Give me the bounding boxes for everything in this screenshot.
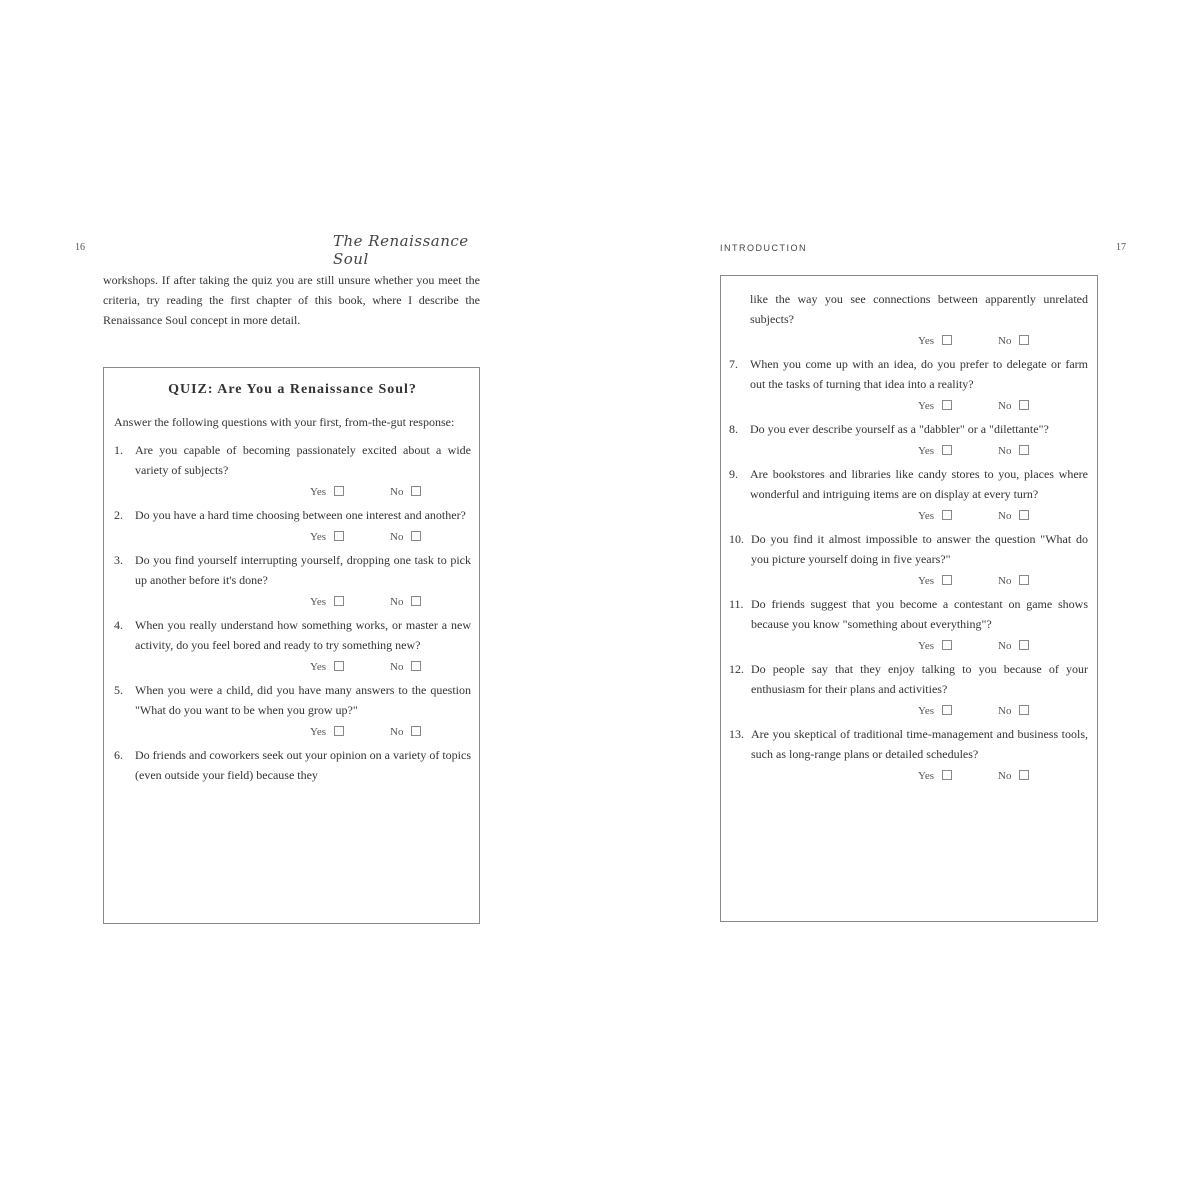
yes-checkbox[interactable] xyxy=(942,445,952,455)
quiz-question xyxy=(114,680,471,720)
quiz-box-continued xyxy=(720,275,1098,922)
answer-row xyxy=(729,394,1088,419)
right-page xyxy=(600,0,1200,1200)
no-label: No xyxy=(998,400,1012,412)
quiz-title: QUIZ: Are You a Renaissance Soul? xyxy=(168,382,417,397)
answer-row xyxy=(114,525,471,550)
no-checkbox[interactable] xyxy=(1019,510,1029,520)
question-number: 5. xyxy=(114,683,123,697)
no-option xyxy=(390,480,421,505)
quiz-question xyxy=(729,529,1088,569)
yes-checkbox[interactable] xyxy=(942,335,952,345)
no-option xyxy=(998,439,1029,464)
answer-row xyxy=(729,699,1088,724)
no-checkbox[interactable] xyxy=(1019,335,1029,345)
yes-label: Yes xyxy=(918,400,935,412)
answer-row xyxy=(114,720,471,745)
no-label: No xyxy=(998,575,1012,587)
quiz-instructions: Answer the following questions with your first, from-the-gut response: xyxy=(114,415,455,429)
question-number: 3. xyxy=(114,553,123,567)
yes-option xyxy=(310,655,344,680)
running-head-book-title: The Renaissance Soul xyxy=(333,232,469,268)
no-label: No xyxy=(998,640,1012,652)
question-number: 11. xyxy=(729,597,744,611)
question-number: 8. xyxy=(729,422,738,436)
yes-label: Yes xyxy=(310,661,327,673)
no-checkbox[interactable] xyxy=(1019,640,1029,650)
yes-label: Yes xyxy=(918,510,935,522)
yes-option xyxy=(918,634,952,659)
intro-paragraph: workshops. If after taking the quiz you are still unsure whether you meet the criteria, try reading the first chapter of this book, where I describe the Renaissance Soul concept in more detail. xyxy=(103,273,480,327)
yes-label: Yes xyxy=(310,596,327,608)
yes-label: Yes xyxy=(310,726,327,738)
no-label: No xyxy=(998,445,1012,457)
yes-label: Yes xyxy=(918,445,935,457)
yes-label: Yes xyxy=(918,640,935,652)
answer-row xyxy=(729,569,1088,594)
yes-checkbox[interactable] xyxy=(942,510,952,520)
question-text: Are you skeptical of traditional time-management and business tools, such as long-range plans or detailed schedules? xyxy=(751,727,1088,761)
question-number: 9. xyxy=(729,467,738,481)
question-text: Do people say that they enjoy talking to you because of your enthusiasm for their plans and activities? xyxy=(751,662,1088,696)
yes-option xyxy=(918,394,952,419)
quiz-question xyxy=(114,505,471,525)
no-label: No xyxy=(998,510,1012,522)
quiz-question xyxy=(729,464,1088,504)
no-checkbox[interactable] xyxy=(411,726,421,736)
question-text: When you really understand how something works, or master a new activity, do you feel bored and ready to try something new? xyxy=(135,618,471,652)
no-label: No xyxy=(390,596,404,608)
no-label: No xyxy=(390,531,404,543)
no-checkbox[interactable] xyxy=(1019,575,1029,585)
page-number: 16 xyxy=(75,242,85,253)
no-label: No xyxy=(390,486,404,498)
yes-checkbox[interactable] xyxy=(334,596,344,606)
no-checkbox[interactable] xyxy=(411,486,421,496)
answer-row xyxy=(729,439,1088,464)
quiz-question xyxy=(729,354,1088,394)
question-text: Are bookstores and libraries like candy stores to you, places where wonderful and intriguing items are on display at every turn? xyxy=(750,467,1088,501)
quiz-question xyxy=(114,615,471,655)
no-option xyxy=(998,504,1029,529)
no-option xyxy=(998,699,1029,724)
quiz-question xyxy=(729,724,1088,764)
no-option xyxy=(998,329,1029,354)
quiz-question xyxy=(729,419,1088,439)
question-text: Do friends suggest that you become a contestant on game shows because you know "something about everything"? xyxy=(751,597,1088,631)
no-option xyxy=(998,394,1029,419)
answer-row xyxy=(729,504,1088,529)
no-option xyxy=(998,569,1029,594)
answer-row xyxy=(729,634,1088,659)
question-number: 4. xyxy=(114,618,123,632)
no-checkbox[interactable] xyxy=(1019,705,1029,715)
quiz-question-continued xyxy=(729,289,1088,329)
quiz-box xyxy=(103,367,480,924)
yes-option xyxy=(310,720,344,745)
yes-checkbox[interactable] xyxy=(942,640,952,650)
running-head-chapter: INTRODUCTION xyxy=(720,243,807,253)
quiz-question xyxy=(729,659,1088,699)
yes-checkbox[interactable] xyxy=(334,726,344,736)
no-option xyxy=(390,590,421,615)
answer-row xyxy=(114,590,471,615)
no-label: No xyxy=(998,705,1012,717)
question-text: When you were a child, did you have many answers to the question "What do you want to be when you grow up?" xyxy=(135,683,471,717)
yes-option xyxy=(918,504,952,529)
quiz-question xyxy=(729,594,1088,634)
no-checkbox[interactable] xyxy=(1019,445,1029,455)
answer-row xyxy=(729,329,1088,354)
quiz-question xyxy=(114,440,471,480)
yes-checkbox[interactable] xyxy=(942,400,952,410)
question-text: like the way you see connections between apparently unrelated subjects? xyxy=(750,292,1088,326)
no-option xyxy=(998,634,1029,659)
answer-row xyxy=(729,764,1088,789)
yes-option xyxy=(918,569,952,594)
no-label: No xyxy=(390,661,404,673)
no-checkbox[interactable] xyxy=(411,596,421,606)
yes-checkbox[interactable] xyxy=(942,770,952,780)
yes-checkbox[interactable] xyxy=(334,661,344,671)
question-number: 12. xyxy=(729,662,744,676)
question-text: Do you ever describe yourself as a "dabbler" or a "dilettante"? xyxy=(750,422,1049,436)
no-checkbox[interactable] xyxy=(411,661,421,671)
no-checkbox[interactable] xyxy=(1019,400,1029,410)
question-text: Are you capable of becoming passionately excited about a wide variety of subjects? xyxy=(135,443,471,477)
no-option xyxy=(390,720,421,745)
yes-checkbox[interactable] xyxy=(334,486,344,496)
yes-checkbox[interactable] xyxy=(942,575,952,585)
no-checkbox[interactable] xyxy=(1019,770,1029,780)
no-option xyxy=(998,764,1029,789)
yes-label: Yes xyxy=(310,531,327,543)
yes-option xyxy=(310,480,344,505)
yes-checkbox[interactable] xyxy=(942,705,952,715)
quiz-question xyxy=(114,550,471,590)
answer-row xyxy=(114,655,471,680)
yes-label: Yes xyxy=(918,770,935,782)
yes-option xyxy=(918,329,952,354)
yes-option xyxy=(918,439,952,464)
no-label: No xyxy=(998,770,1012,782)
question-text: Do you find it almost impossible to answer the question "What do you picture yourself doing in five years?" xyxy=(751,532,1088,566)
no-checkbox[interactable] xyxy=(411,531,421,541)
yes-label: Yes xyxy=(918,575,935,587)
yes-label: Yes xyxy=(310,486,327,498)
yes-option xyxy=(310,525,344,550)
yes-option xyxy=(310,590,344,615)
question-number: 6. xyxy=(114,748,123,762)
question-text: Do friends and coworkers seek out your opinion on a variety of topics (even outside your field) because they xyxy=(135,748,471,782)
no-label: No xyxy=(390,726,404,738)
no-label: No xyxy=(998,335,1012,347)
question-number: 13. xyxy=(729,727,744,741)
question-number: 10. xyxy=(729,532,744,546)
yes-option xyxy=(918,699,952,724)
question-text: Do you find yourself interrupting yourself, dropping one task to pick up another before it's done? xyxy=(135,553,471,587)
question-text: When you come up with an idea, do you prefer to delegate or farm out the tasks of turning that idea into a reality? xyxy=(750,357,1088,391)
question-number: 1. xyxy=(114,443,123,457)
yes-label: Yes xyxy=(918,335,935,347)
no-option xyxy=(390,525,421,550)
question-number: 2. xyxy=(114,508,123,522)
yes-checkbox[interactable] xyxy=(334,531,344,541)
question-number: 7. xyxy=(729,357,738,371)
question-text: Do you have a hard time choosing between one interest and another? xyxy=(135,508,466,522)
answer-row xyxy=(114,480,471,505)
yes-option xyxy=(918,764,952,789)
quiz-question xyxy=(114,745,471,785)
page-number: 17 xyxy=(1116,242,1126,253)
no-option xyxy=(390,655,421,680)
yes-label: Yes xyxy=(918,705,935,717)
